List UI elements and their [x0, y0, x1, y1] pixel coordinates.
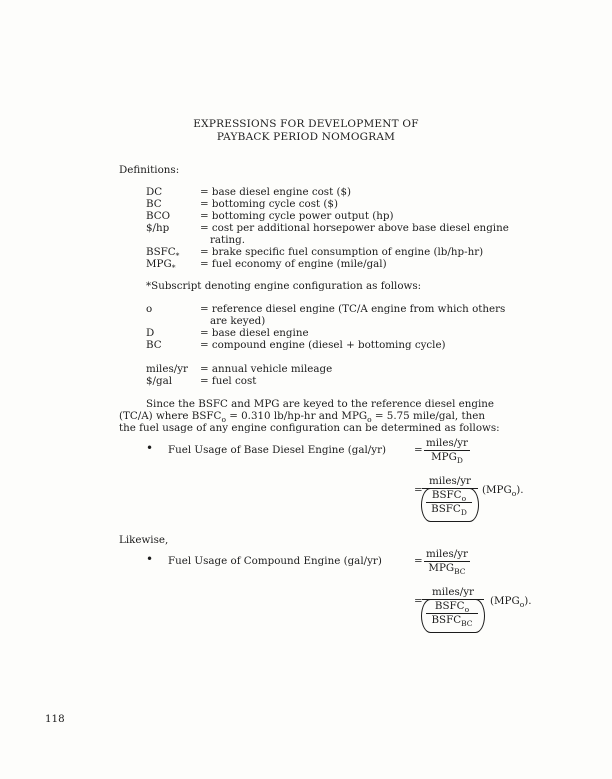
definition-text: = bottoming cycle power output (hp)	[200, 210, 394, 222]
page-title-line1: EXPRESSIONS FOR DEVELOPMENT OF	[193, 118, 419, 130]
fraction-text: MPG	[431, 451, 457, 463]
page-number: 118	[45, 713, 65, 725]
paragraph-subscript: o	[221, 415, 226, 424]
multiplier-term	[490, 595, 532, 608]
fraction-numerator: miles/yr	[426, 437, 468, 449]
paragraph-text: (TC/A) where BSFC	[119, 410, 222, 422]
definitions-heading: Definitions:	[119, 164, 180, 176]
definition-text: = bottoming cycle cost ($)	[200, 198, 338, 210]
definition-text: = brake specific fuel consumption of engine (lb/hp-hr)	[200, 246, 484, 258]
definition-text: = base diesel engine cost ($)	[200, 186, 352, 198]
definition-text: = cost per additional horsepower above base diesel engine	[200, 222, 509, 234]
fraction-subscript: o	[464, 605, 470, 614]
fraction-text: MPG	[428, 562, 455, 574]
subscript-text: = reference diesel engine (TC/A engine from which others	[200, 303, 506, 315]
definition-term: BCO	[146, 210, 171, 222]
equation-label: Fuel Usage of Compound Engine (gal/yr)	[168, 555, 382, 567]
bullet-icon: •	[146, 441, 154, 455]
multiplier-subscript: o	[511, 489, 517, 498]
inner-numerator	[426, 600, 478, 614]
definition-term: $/hp	[146, 222, 170, 234]
inner-denominator	[426, 503, 472, 516]
multiplier-text: ).	[524, 595, 532, 607]
subscript-heading: *Subscript denoting engine configuration as follows:	[146, 280, 422, 292]
equals-sign: =	[414, 555, 423, 567]
fraction-text: BSFC	[431, 614, 462, 626]
subscript-text: are keyed)	[210, 315, 266, 327]
extra-definition-text: = fuel cost	[200, 375, 257, 387]
paragraph-line-3: the fuel usage of any engine configuration can be determined as follows:	[119, 422, 500, 434]
fraction-numerator: miles/yr	[422, 475, 478, 489]
extra-definition-text: = annual vehicle mileage	[200, 363, 333, 375]
subscript-term: BC	[146, 339, 162, 351]
subscript-text: = base diesel engine	[200, 327, 309, 339]
bullet-icon: •	[146, 552, 154, 566]
page-title-line2: PAYBACK PERIOD NOMOGRAM	[216, 131, 396, 143]
multiplier-text: (MPG	[482, 484, 512, 496]
fraction-denominator	[424, 451, 470, 464]
inner-fraction	[426, 489, 472, 516]
fraction-numerator: miles/yr	[422, 586, 484, 600]
equation-label: Fuel Usage of Base Diesel Engine (gal/yr)	[168, 444, 387, 456]
multiplier-text: ).	[516, 484, 524, 496]
definition-text: rating.	[210, 234, 245, 246]
fraction	[424, 548, 470, 575]
fraction-subscript: o	[461, 494, 467, 503]
paragraph-text: = 0.310 lb/hp-hr and MPG	[225, 410, 368, 422]
subscript-term: D	[146, 327, 155, 339]
equals-sign: =	[414, 484, 423, 496]
fraction-text: BSFC	[431, 503, 461, 515]
definition-term: BC	[146, 198, 162, 210]
multiplier-subscript: o	[519, 600, 525, 609]
fraction-text: BSFC	[434, 600, 465, 612]
fraction-numerator: miles/yr	[426, 548, 468, 560]
multiplier-term	[482, 484, 524, 497]
fraction	[424, 437, 470, 464]
equals-sign: =	[414, 444, 423, 456]
inner-denominator	[426, 614, 478, 627]
paragraph-line-1: Since the BSFC and MPG are keyed to the reference diesel engine	[146, 398, 495, 410]
definition-term: $BSFC_*$	[146, 246, 180, 260]
definition-term: DC	[146, 186, 163, 198]
fraction-subscript: BC	[454, 567, 466, 576]
paragraph-subscript: o	[367, 415, 372, 424]
extra-definition-term: miles/yr	[146, 363, 188, 375]
inner-fraction	[426, 600, 478, 627]
multiplier-text: (MPG	[490, 595, 520, 607]
compound-fraction	[422, 475, 478, 489]
definition-text: = fuel economy of engine (mile/gal)	[200, 258, 387, 270]
equals-sign: =	[414, 595, 423, 607]
fraction-denominator	[424, 562, 470, 575]
compound-fraction	[422, 586, 484, 600]
subscript-text: = compound engine (diesel + bottoming cycle)	[200, 339, 446, 351]
subscript-term: o	[146, 303, 153, 315]
paragraph-text: = 5.75 mile/gal, then	[371, 410, 485, 422]
fraction-text: BSFC	[431, 489, 462, 501]
definition-term: $MPG_*$	[146, 258, 176, 272]
fraction-subscript: D	[460, 508, 467, 517]
inner-numerator	[426, 489, 472, 503]
fraction-subscript: D	[456, 456, 463, 465]
extra-definition-term: $/gal	[146, 375, 173, 387]
likewise-text: Likewise,	[119, 534, 169, 546]
fraction-subscript: BC	[461, 619, 473, 628]
